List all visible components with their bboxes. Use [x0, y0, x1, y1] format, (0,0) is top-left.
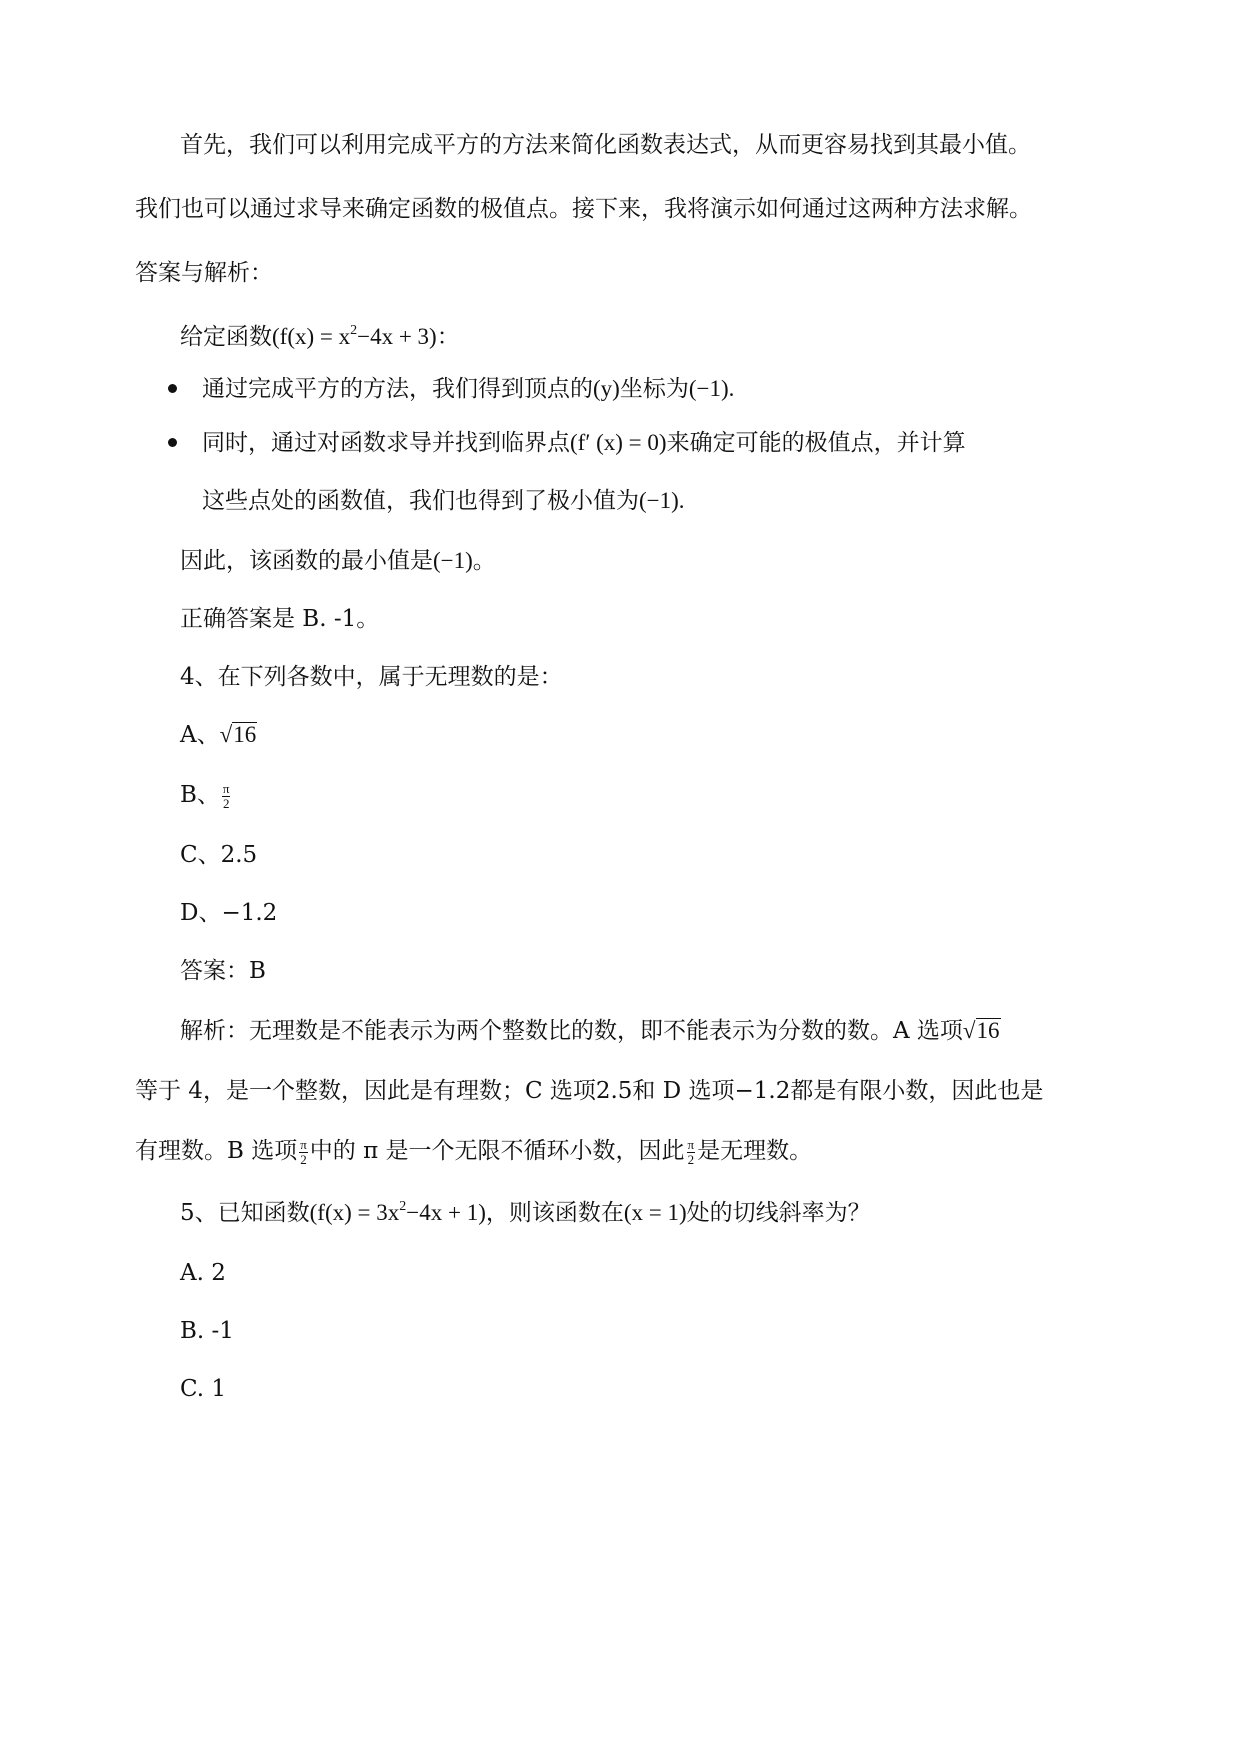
- q4-expl-radicand: 16: [976, 1018, 1000, 1043]
- q4-option-c: C、2.5: [180, 842, 258, 868]
- q4-explanation-line-1: [180, 1014, 1001, 1048]
- bullet-1-text-2: 坐标为: [619, 376, 689, 402]
- bullet-1-text: 通过完成平方的方法，我们得到顶点的: [202, 376, 593, 402]
- bullet-1-math-b: (−1).: [688, 376, 735, 401]
- given-function-line: [180, 320, 460, 358]
- therefore-text: 因此，该函数的最小值是: [180, 548, 433, 574]
- given-suffix: ：: [436, 324, 460, 350]
- q4-option-b-fraction: [222, 782, 231, 811]
- therefore-math: (−1): [433, 548, 473, 573]
- q4-option-a-label: A、: [180, 722, 220, 748]
- q4-expl3-c: 是无理数。: [697, 1138, 813, 1164]
- therefore-end: 。: [472, 548, 496, 574]
- therefore-line: [180, 544, 496, 578]
- q4-option-a-radicand: 16: [233, 722, 257, 747]
- intro-line-1: 首先，我们可以利用完成平方的方法来简化函数表达式，从而更容易找到其最小值。: [180, 132, 1031, 158]
- q4-explanation-line-3: [135, 1134, 812, 1168]
- given-prefix: 给定函数: [180, 324, 272, 350]
- q4-expl-fraction: [299, 1138, 308, 1167]
- bullet-2-text-2: 来确定可能的极值点，并计算: [666, 430, 966, 456]
- q4-answer: 答案：B: [180, 958, 266, 984]
- q4-expl-fraction-2: [687, 1138, 696, 1167]
- fraction-denominator: 2: [222, 795, 230, 811]
- bullet-2-line-2: [202, 484, 685, 518]
- q4-question: 4、在下列各数中，属于无理数的是：: [180, 664, 563, 690]
- fraction-denominator: 2: [300, 1151, 307, 1167]
- bullet-2-text: 同时，通过对函数求导并找到临界点: [202, 430, 570, 456]
- given-math-a: (f(x) = x: [272, 324, 351, 349]
- bullet-icon: [168, 384, 177, 393]
- q4-explanation-line-2: 等于 4，是一个整数，因此是有理数；C 选项2.5和 D 选项−1.2都是有限小数，因此也是: [135, 1078, 1044, 1104]
- sqrt-symbol: √16: [219, 722, 257, 747]
- q4-expl3-a: 有理数。B 选项: [135, 1138, 298, 1164]
- fraction-denominator: 2: [687, 1151, 695, 1167]
- q4-expl-text: 解析：无理数是不能表示为两个整数比的数，即不能表示为分数的数。A 选项: [180, 1018, 963, 1044]
- fraction-numerator: π: [687, 1136, 695, 1152]
- bullet-2-math: (f′ (x) = 0): [570, 430, 667, 455]
- q5-text-b: ，则该函数在: [485, 1200, 624, 1226]
- correct-answer-line: 正确答案是 B. -1。: [180, 606, 380, 632]
- q5-math-c: (x = 1): [623, 1200, 687, 1225]
- bullet-2-line-2-text: 这些点处的函数值，我们也得到了极小值为: [202, 488, 639, 514]
- q5-math-a: (f(x) = 3x: [309, 1200, 400, 1225]
- intro-line-2: 我们也可以通过求导来确定函数的极值点。接下来，我将演示如何通过这两种方法求解。: [135, 196, 1032, 222]
- bullet-1: [202, 372, 734, 406]
- bullet-icon: [168, 438, 177, 447]
- q5-option-a: A. 2: [180, 1260, 226, 1286]
- given-math-b: −4x + 3): [357, 324, 437, 349]
- intro-line-3: 答案与解析：: [135, 260, 273, 286]
- q5-math-b: −4x + 1): [406, 1200, 486, 1225]
- q5-option-b: B. -1: [180, 1318, 234, 1344]
- fraction-numerator: π: [222, 780, 230, 796]
- q5-question: [180, 1196, 871, 1234]
- q4-option-b-label: B、: [180, 782, 220, 808]
- q5-text-c: 处的切线斜率为？: [686, 1200, 871, 1226]
- bullet-2: [202, 426, 966, 460]
- q4-expl3-b: 中的 π 是一个无限不循环小数，因此: [309, 1138, 685, 1164]
- fraction-numerator: π: [300, 1136, 307, 1152]
- bullet-2-line-2-math: (−1).: [639, 488, 685, 513]
- sqrt-symbol: √16: [962, 1018, 1000, 1043]
- q5-option-c: C. 1: [180, 1376, 227, 1402]
- q5-text-a: 5、已知函数: [180, 1200, 310, 1226]
- q4-option-d: D、−1.2: [180, 900, 278, 926]
- bullet-1-math-a: (y): [593, 376, 620, 401]
- q4-option-b: [180, 778, 232, 812]
- q4-option-a: [180, 718, 257, 752]
- given-exponent: 2: [350, 323, 358, 338]
- q5-exponent: 2: [399, 1199, 407, 1214]
